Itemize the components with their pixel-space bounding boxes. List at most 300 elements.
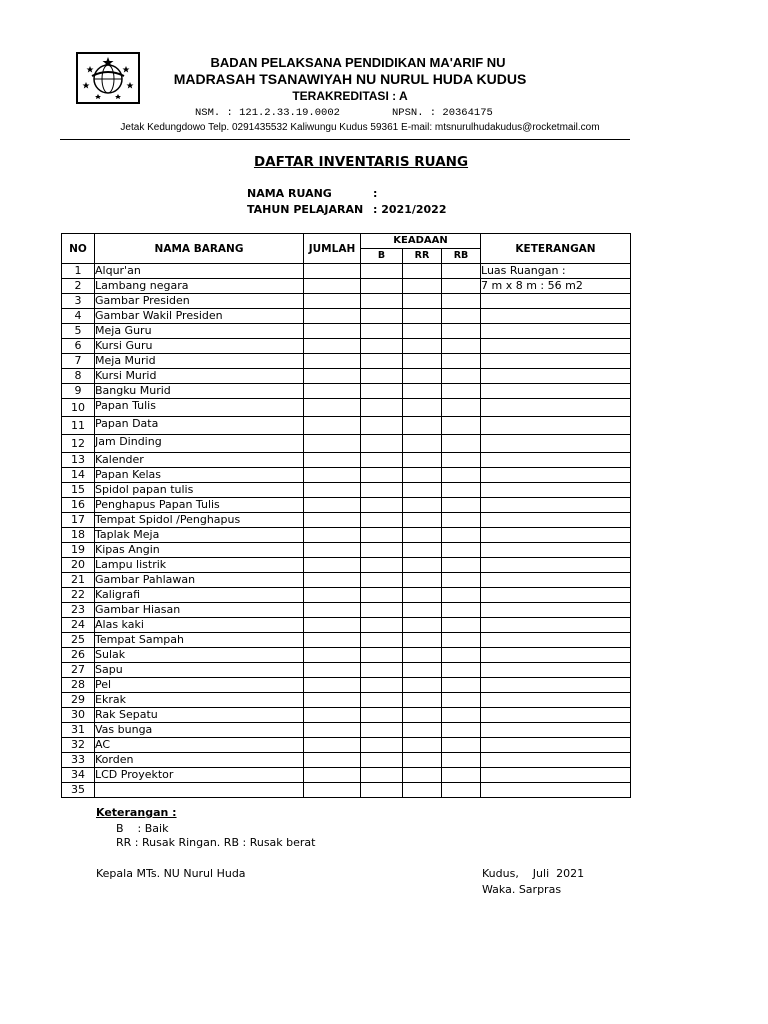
col-header-rb: RB	[442, 249, 481, 264]
row-number: 2	[62, 279, 95, 294]
item-rb	[442, 558, 481, 573]
item-b	[361, 573, 403, 588]
legend-title: Keterangan :	[96, 806, 177, 819]
item-rb	[442, 513, 481, 528]
item-rb	[442, 384, 481, 399]
item-rr	[403, 324, 442, 339]
row-number: 5	[62, 324, 95, 339]
table-row	[62, 708, 631, 723]
item-rb	[442, 723, 481, 738]
item-b	[361, 528, 403, 543]
item-rr	[403, 573, 442, 588]
item-keterangan	[481, 543, 631, 558]
item-rr	[403, 354, 442, 369]
item-keterangan	[481, 783, 631, 798]
item-b	[361, 294, 403, 309]
item-jumlah	[304, 453, 361, 468]
item-rr	[403, 339, 442, 354]
item-keterangan	[481, 528, 631, 543]
item-rb	[442, 399, 481, 417]
table-row	[62, 738, 631, 753]
item-name: Ekrak	[95, 693, 304, 708]
row-number: 15	[62, 483, 95, 498]
item-keterangan	[481, 573, 631, 588]
item-rr	[403, 264, 442, 279]
table-row	[62, 648, 631, 663]
item-name: Kursi Murid	[95, 369, 304, 384]
signature-right-title: Waka. Sarpras	[482, 883, 562, 896]
item-name: Tempat Spidol /Penghapus	[95, 513, 304, 528]
item-jumlah	[304, 468, 361, 483]
item-rr	[403, 384, 442, 399]
item-b	[361, 453, 403, 468]
item-b	[361, 513, 403, 528]
col-header-rr: RR	[403, 249, 442, 264]
item-keterangan	[481, 723, 631, 738]
item-jumlah	[304, 417, 361, 435]
item-keterangan	[481, 648, 631, 663]
col-header-jumlah: JUMLAH	[304, 234, 361, 264]
accreditation: TERAKREDITASI : A	[292, 89, 408, 103]
item-jumlah	[304, 339, 361, 354]
item-name	[95, 783, 304, 798]
item-jumlah	[304, 543, 361, 558]
item-rr	[403, 435, 442, 453]
item-rr	[403, 618, 442, 633]
row-number: 30	[62, 708, 95, 723]
item-keterangan	[481, 513, 631, 528]
row-number: 19	[62, 543, 95, 558]
item-b	[361, 498, 403, 513]
item-keterangan	[481, 324, 631, 339]
col-header-nama-barang: NAMA BARANG	[95, 234, 304, 264]
item-jumlah	[304, 558, 361, 573]
row-number: 31	[62, 723, 95, 738]
row-number: 22	[62, 588, 95, 603]
table-row	[62, 528, 631, 543]
table-row	[62, 417, 631, 435]
item-jumlah	[304, 279, 361, 294]
table-row	[62, 633, 631, 648]
item-rr	[403, 708, 442, 723]
item-name: Vas bunga	[95, 723, 304, 738]
row-number: 16	[62, 498, 95, 513]
item-name: Kursi Guru	[95, 339, 304, 354]
item-keterangan	[481, 417, 631, 435]
item-jumlah	[304, 723, 361, 738]
legend-rr-rb: RR : Rusak Ringan. RB : Rusak berat	[116, 836, 316, 849]
item-name: Papan Data	[95, 417, 304, 435]
table-row	[62, 453, 631, 468]
item-b	[361, 483, 403, 498]
item-jumlah	[304, 738, 361, 753]
item-name: Korden	[95, 753, 304, 768]
item-jumlah	[304, 678, 361, 693]
item-keterangan	[481, 435, 631, 453]
table-row	[62, 723, 631, 738]
item-name: Bangku Murid	[95, 384, 304, 399]
item-rr	[403, 678, 442, 693]
item-jumlah	[304, 324, 361, 339]
item-b	[361, 618, 403, 633]
table-row	[62, 588, 631, 603]
row-number: 3	[62, 294, 95, 309]
item-keterangan	[481, 369, 631, 384]
item-keterangan	[481, 768, 631, 783]
item-rr	[403, 558, 442, 573]
table-row	[62, 279, 631, 294]
row-number: 17	[62, 513, 95, 528]
school-year-label: TAHUN PELAJARAN	[247, 203, 364, 216]
item-rr	[403, 453, 442, 468]
item-rb	[442, 618, 481, 633]
item-jumlah	[304, 294, 361, 309]
table-row	[62, 768, 631, 783]
table-row	[62, 603, 631, 618]
item-rr	[403, 783, 442, 798]
table-row	[62, 543, 631, 558]
item-rr	[403, 468, 442, 483]
item-rr	[403, 723, 442, 738]
table-row	[62, 558, 631, 573]
col-header-keadaan: KEADAAN	[361, 234, 481, 249]
item-jumlah	[304, 708, 361, 723]
item-rr	[403, 693, 442, 708]
item-rr	[403, 663, 442, 678]
item-rb	[442, 783, 481, 798]
item-name: Kipas Angin	[95, 543, 304, 558]
item-rb	[442, 417, 481, 435]
header-divider	[60, 139, 630, 140]
item-name: Gambar Presiden	[95, 294, 304, 309]
row-number: 35	[62, 783, 95, 798]
item-keterangan	[481, 588, 631, 603]
item-rr	[403, 483, 442, 498]
item-rb	[442, 648, 481, 663]
item-keterangan	[481, 633, 631, 648]
row-number: 29	[62, 693, 95, 708]
item-b	[361, 399, 403, 417]
item-b	[361, 753, 403, 768]
table-row	[62, 693, 631, 708]
item-jumlah	[304, 633, 361, 648]
item-rr	[403, 633, 442, 648]
item-rb	[442, 339, 481, 354]
item-rb	[442, 483, 481, 498]
item-b	[361, 708, 403, 723]
item-b	[361, 558, 403, 573]
item-keterangan	[481, 738, 631, 753]
item-rb	[442, 435, 481, 453]
item-rb	[442, 264, 481, 279]
item-rb	[442, 369, 481, 384]
item-name: Alqur'an	[95, 264, 304, 279]
table-row	[62, 573, 631, 588]
item-name: Spidol papan tulis	[95, 483, 304, 498]
table-row	[62, 468, 631, 483]
item-rb	[442, 354, 481, 369]
item-jumlah	[304, 783, 361, 798]
item-rr	[403, 768, 442, 783]
table-row	[62, 663, 631, 678]
document-title: DAFTAR INVENTARIS RUANG	[253, 154, 469, 170]
item-keterangan	[481, 399, 631, 417]
row-number: 24	[62, 618, 95, 633]
item-b	[361, 633, 403, 648]
item-rr	[403, 738, 442, 753]
item-name: Jam Dinding	[95, 435, 304, 453]
item-rb	[442, 294, 481, 309]
item-jumlah	[304, 369, 361, 384]
item-rr	[403, 648, 442, 663]
row-number: 26	[62, 648, 95, 663]
row-number: 6	[62, 339, 95, 354]
item-b	[361, 324, 403, 339]
item-keterangan	[481, 483, 631, 498]
row-number: 13	[62, 453, 95, 468]
item-keterangan	[481, 618, 631, 633]
item-rr	[403, 513, 442, 528]
table-row	[62, 324, 631, 339]
inventory-table	[61, 233, 631, 798]
item-name: Sulak	[95, 648, 304, 663]
item-rb	[442, 633, 481, 648]
table-row	[62, 294, 631, 309]
item-rb	[442, 708, 481, 723]
table-row	[62, 435, 631, 453]
item-jumlah	[304, 399, 361, 417]
item-jumlah	[304, 618, 361, 633]
row-number: 11	[62, 417, 95, 435]
item-b	[361, 663, 403, 678]
item-name: Papan Kelas	[95, 468, 304, 483]
item-keterangan	[481, 453, 631, 468]
item-jumlah	[304, 528, 361, 543]
item-jumlah	[304, 264, 361, 279]
row-number: 10	[62, 399, 95, 417]
item-name: Kaligrafi	[95, 588, 304, 603]
col-header-b: B	[361, 249, 403, 264]
item-rr	[403, 528, 442, 543]
table-row	[62, 399, 631, 417]
item-jumlah	[304, 513, 361, 528]
table-row	[62, 498, 631, 513]
item-rr	[403, 294, 442, 309]
item-name: Gambar Hiasan	[95, 603, 304, 618]
item-rb	[442, 573, 481, 588]
item-keterangan	[481, 309, 631, 324]
item-rb	[442, 753, 481, 768]
item-b	[361, 588, 403, 603]
table-row	[62, 753, 631, 768]
school-logo	[76, 52, 140, 104]
item-keterangan	[481, 708, 631, 723]
item-name: Meja Guru	[95, 324, 304, 339]
item-name: Rak Sepatu	[95, 708, 304, 723]
legend-b: B : Baik	[116, 822, 169, 835]
item-jumlah	[304, 648, 361, 663]
item-jumlah	[304, 693, 361, 708]
item-b	[361, 354, 403, 369]
item-rr	[403, 417, 442, 435]
row-number: 27	[62, 663, 95, 678]
item-jumlah	[304, 573, 361, 588]
table-row	[62, 384, 631, 399]
item-name: Meja Murid	[95, 354, 304, 369]
item-keterangan: 7 m x 8 m : 56 m2	[481, 279, 631, 294]
row-number: 7	[62, 354, 95, 369]
row-number: 4	[62, 309, 95, 324]
item-b	[361, 384, 403, 399]
item-rb	[442, 693, 481, 708]
school-year-value: : 2021/2022	[373, 203, 447, 216]
item-jumlah	[304, 603, 361, 618]
item-jumlah	[304, 435, 361, 453]
row-number: 33	[62, 753, 95, 768]
item-rr	[403, 588, 442, 603]
item-rb	[442, 738, 481, 753]
item-keterangan	[481, 384, 631, 399]
item-keterangan	[481, 753, 631, 768]
item-rb	[442, 498, 481, 513]
row-number: 23	[62, 603, 95, 618]
item-rb	[442, 309, 481, 324]
row-number: 32	[62, 738, 95, 753]
item-jumlah	[304, 309, 361, 324]
table-row	[62, 354, 631, 369]
item-keterangan	[481, 354, 631, 369]
item-rr	[403, 498, 442, 513]
table-row	[62, 369, 631, 384]
item-b	[361, 339, 403, 354]
col-header-keterangan: KETERANGAN	[481, 234, 631, 264]
signature-left-title: Kepala MTs. NU Nurul Huda	[96, 867, 246, 880]
item-keterangan	[481, 498, 631, 513]
item-keterangan	[481, 558, 631, 573]
item-jumlah	[304, 768, 361, 783]
item-jumlah	[304, 753, 361, 768]
item-jumlah	[304, 483, 361, 498]
item-jumlah	[304, 354, 361, 369]
item-keterangan	[481, 693, 631, 708]
school-name: MADRASAH TSANAWIYAH NU NURUL HUDA KUDUS	[173, 71, 527, 87]
item-rb	[442, 588, 481, 603]
item-name: LCD Proyektor	[95, 768, 304, 783]
item-b	[361, 783, 403, 798]
col-header-no: NO	[62, 234, 95, 264]
item-b	[361, 603, 403, 618]
signature-date: Kudus, Juli 2021	[482, 867, 585, 880]
item-rr	[403, 279, 442, 294]
item-b	[361, 543, 403, 558]
row-number: 8	[62, 369, 95, 384]
item-rr	[403, 309, 442, 324]
npsn: NPSN. : 20364175	[392, 107, 493, 119]
item-b	[361, 738, 403, 753]
row-number: 9	[62, 384, 95, 399]
item-name: Gambar Pahlawan	[95, 573, 304, 588]
item-rb	[442, 678, 481, 693]
item-name: Penghapus Papan Tulis	[95, 498, 304, 513]
item-keterangan	[481, 663, 631, 678]
item-name: Tempat Sampah	[95, 633, 304, 648]
item-b	[361, 417, 403, 435]
item-b	[361, 723, 403, 738]
item-keterangan	[481, 468, 631, 483]
room-name-value: :	[373, 187, 378, 200]
table-row	[62, 264, 631, 279]
item-keterangan	[481, 294, 631, 309]
item-keterangan: Luas Ruangan :	[481, 264, 631, 279]
org-name: BADAN PELAKSANA PENDIDIKAN MA'ARIF NU	[210, 55, 506, 70]
item-name: Taplak Meja	[95, 528, 304, 543]
item-name: Kalender	[95, 453, 304, 468]
table-row	[62, 309, 631, 324]
table-row	[62, 783, 631, 798]
item-b	[361, 369, 403, 384]
item-rb	[442, 543, 481, 558]
row-number: 20	[62, 558, 95, 573]
address-line: Jetak Kedungdowo Telp. 0291435532 Kaliwungu Kudus 59361 E-mail: mtsnurulhudakudus@rocketmail.com	[120, 122, 600, 133]
item-name: Gambar Wakil Presiden	[95, 309, 304, 324]
row-number: 25	[62, 633, 95, 648]
item-rb	[442, 468, 481, 483]
item-rb	[442, 603, 481, 618]
item-rb	[442, 453, 481, 468]
item-jumlah	[304, 663, 361, 678]
nsm: NSM. : 121.2.33.19.0002	[195, 107, 340, 119]
item-rr	[403, 369, 442, 384]
row-number: 34	[62, 768, 95, 783]
item-b	[361, 279, 403, 294]
item-rb	[442, 663, 481, 678]
table-row	[62, 513, 631, 528]
item-jumlah	[304, 588, 361, 603]
item-b	[361, 678, 403, 693]
item-b	[361, 693, 403, 708]
item-name: AC	[95, 738, 304, 753]
table-row	[62, 339, 631, 354]
item-name: Lampu listrik	[95, 558, 304, 573]
item-keterangan	[481, 339, 631, 354]
item-b	[361, 435, 403, 453]
item-name: Sapu	[95, 663, 304, 678]
item-jumlah	[304, 384, 361, 399]
item-rb	[442, 324, 481, 339]
item-jumlah	[304, 498, 361, 513]
item-b	[361, 768, 403, 783]
item-name: Pel	[95, 678, 304, 693]
row-number: 14	[62, 468, 95, 483]
item-keterangan	[481, 678, 631, 693]
item-keterangan	[481, 603, 631, 618]
item-rr	[403, 399, 442, 417]
item-rr	[403, 603, 442, 618]
row-number: 18	[62, 528, 95, 543]
item-name: Alas kaki	[95, 618, 304, 633]
item-rb	[442, 279, 481, 294]
item-b	[361, 648, 403, 663]
item-name: Lambang negara	[95, 279, 304, 294]
item-b	[361, 264, 403, 279]
table-row	[62, 678, 631, 693]
row-number: 1	[62, 264, 95, 279]
row-number: 12	[62, 435, 95, 453]
item-name: Papan Tulis	[95, 399, 304, 417]
item-rr	[403, 753, 442, 768]
row-number: 28	[62, 678, 95, 693]
item-rb	[442, 768, 481, 783]
